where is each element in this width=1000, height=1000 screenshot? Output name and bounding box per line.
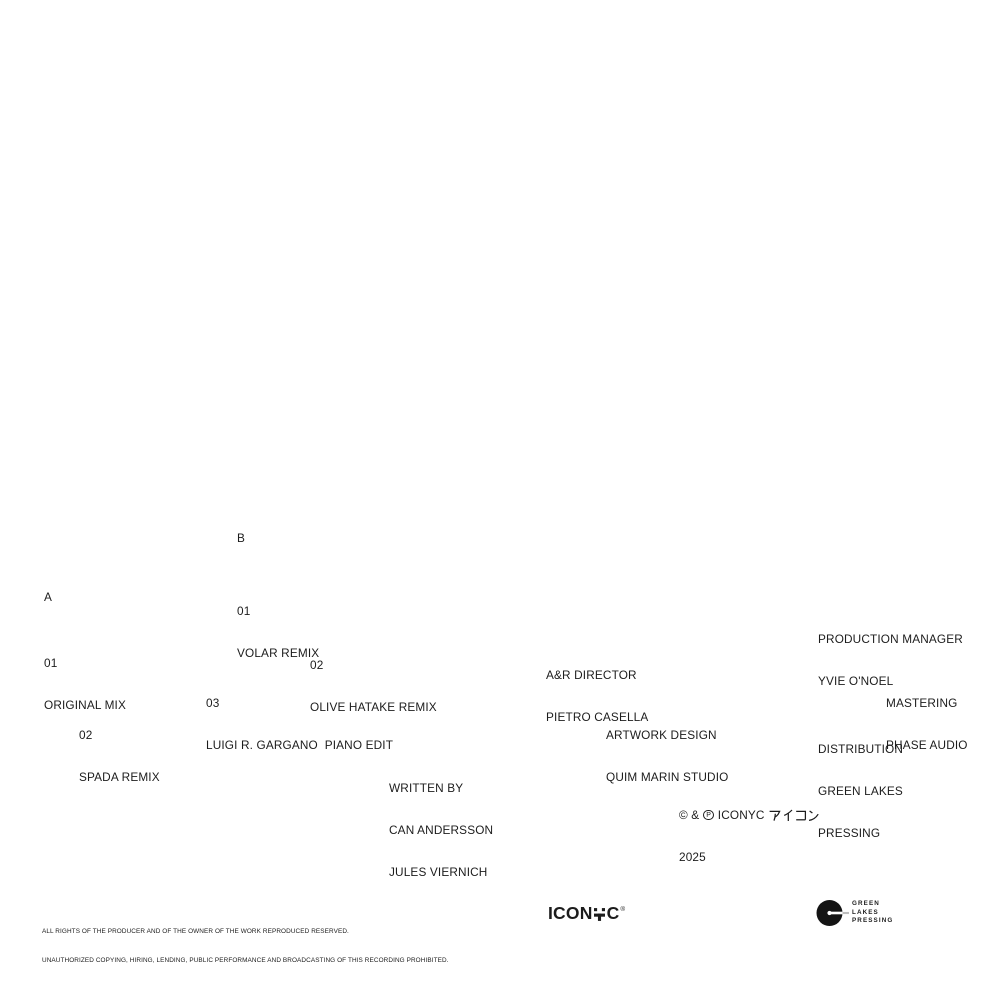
iconyc-y-glyph-icon (594, 908, 605, 921)
glp-text-line: LAKES (852, 908, 879, 916)
track-title: LUIGI R. GARGANO PIANO EDIT (206, 738, 394, 752)
track-number: 01 (44, 656, 58, 670)
credit-name: YVIE O'NOEL (818, 674, 894, 688)
side-a-label: A (44, 590, 53, 604)
copyright-symbols: © & (679, 808, 700, 822)
copyright-label: ICONYC (717, 808, 765, 822)
side-b-label: B (237, 531, 246, 545)
legal-text (42, 908, 449, 985)
credit-role: MASTERING (886, 696, 958, 710)
track-b3 (206, 668, 393, 780)
credit-role: PRODUCTION MANAGER (818, 632, 963, 646)
legal-line-1: ALL RIGHTS OF THE PRODUCER AND OF THE OWNER OF THE WORK REPRODUCED RESERVED. (42, 928, 349, 936)
copyright-line (679, 808, 819, 822)
credit-name: JULES VIERNICH (389, 865, 488, 879)
credit-name: QUIM MARIN STUDIO (606, 770, 729, 784)
track-a2 (79, 700, 160, 812)
track-number: 03 (206, 696, 220, 710)
track-number: 02 (310, 658, 324, 672)
track-title: VOLAR REMIX (237, 646, 320, 660)
copyright-notice (679, 780, 819, 892)
credit-name: GREEN LAKES (818, 784, 903, 798)
track-title: ORIGINAL MIX (44, 698, 126, 712)
katakana-aikon (769, 809, 819, 822)
registered-trademark-icon: ® (620, 905, 626, 913)
credit-role: A&R DIRECTOR (546, 668, 637, 682)
track-number: 02 (79, 728, 93, 742)
credit-name: PHASE AUDIO (886, 738, 968, 752)
glp-logo-text (852, 900, 893, 925)
credit-role: ARTWORK DESIGN (606, 728, 717, 742)
phonogram-icon: P (703, 810, 714, 821)
track-title: OLIVE HATAKE REMIX (310, 700, 437, 714)
credit-name: PRESSING (818, 826, 881, 840)
glp-text-line: GREEN (852, 900, 880, 908)
credit-name: PIETRO CASELLA (546, 710, 649, 724)
copyright-year: 2025 (679, 850, 706, 864)
legal-line-2: UNAUTHORIZED COPYING, HIRING, LENDING, PUBLIC PERFORMANCE AND BROADCASTING OF THIS RECORDING PROHIBITED. (42, 956, 449, 964)
iconyc-logo-text-right: C (606, 903, 620, 923)
green-lakes-pressing-logo (816, 898, 893, 928)
credit-distribution (818, 714, 903, 868)
credit-role: DISTRIBUTION (818, 742, 904, 756)
iconyc-logo-text-left: ICON (548, 903, 593, 923)
track-number: 01 (237, 604, 251, 618)
iconyc-logo (548, 905, 625, 922)
record-icon (816, 898, 849, 928)
track-title: SPADA REMIX (79, 770, 160, 784)
credit-name: CAN ANDERSSON (389, 823, 494, 837)
credit-written-by (389, 753, 493, 907)
glp-text-line: PRESSING (852, 917, 894, 925)
credit-role: WRITTEN BY (389, 781, 464, 795)
